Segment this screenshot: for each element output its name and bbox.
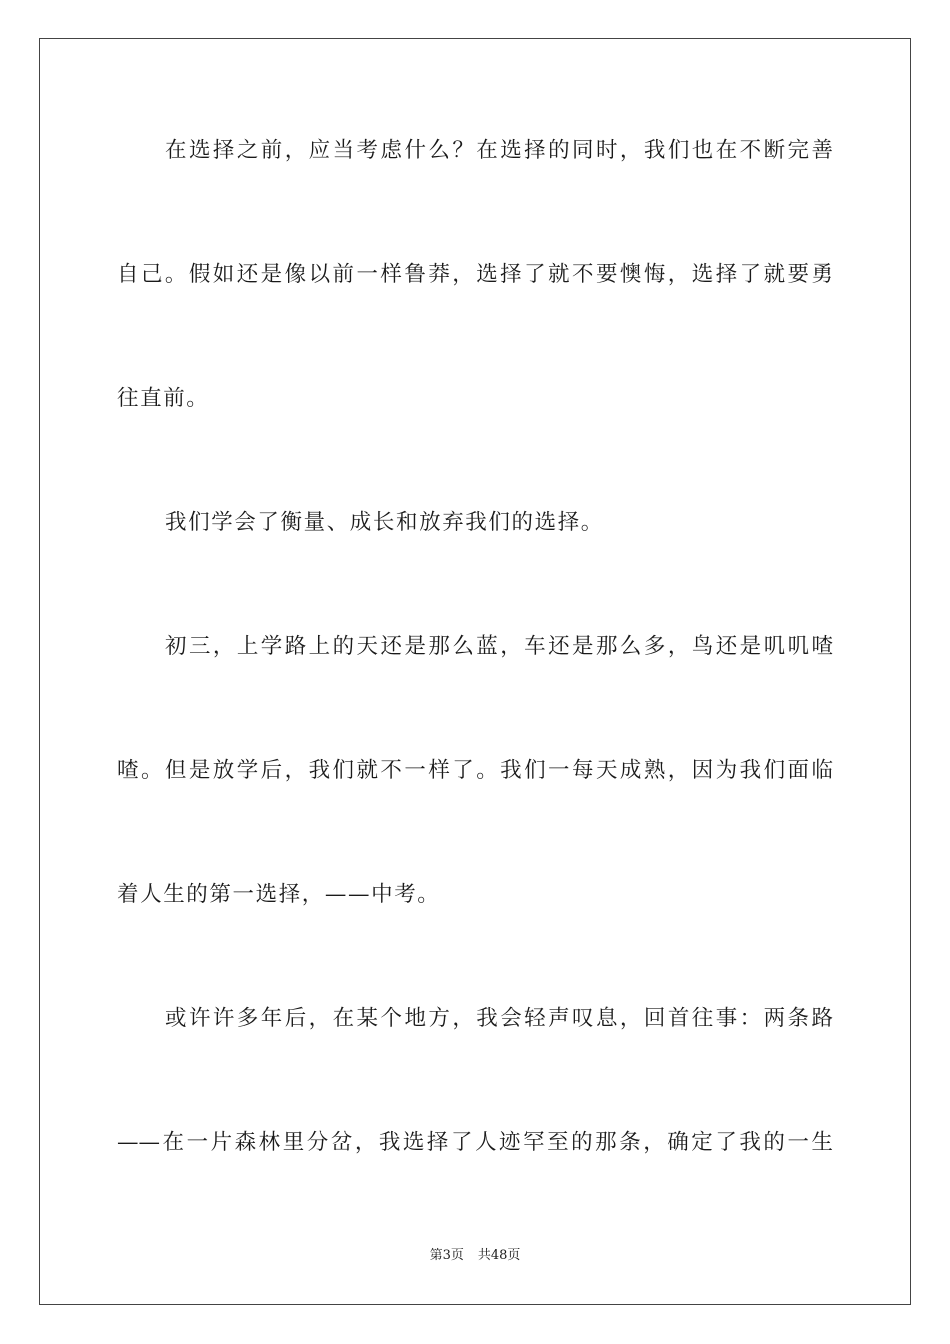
paragraph-1-line-2: 自己。假如还是像以前一样鲁莽，选择了就不要懊悔，选择了就要勇 <box>117 262 833 287</box>
paragraph-3-line-1: 初三，上学路上的天还是那么蓝，车还是那么多，鸟还是叽叽喳 <box>165 634 833 659</box>
paragraph-4-line-2: ——在一片森林里分岔，我选择了人迹罕至的那条，确定了我的一生 <box>117 1130 833 1155</box>
paragraph-1-line-1: 在选择之前，应当考虑什么？在选择的同时，我们也在不断完善 <box>165 138 833 163</box>
paragraph-1-line-3: 往直前。 <box>117 386 210 411</box>
paragraph-4-line-1: 或许许多年后，在某个地方，我会轻声叹息，回首往事：两条路 <box>165 1006 833 1031</box>
page-border <box>39 38 911 1305</box>
paragraph-2-line-1: 我们学会了衡量、成长和放弃我们的选择。 <box>165 510 604 535</box>
page-number: 第3页 <box>429 1248 464 1263</box>
page-total: 共48页 <box>477 1248 521 1263</box>
page-footer <box>0 1247 950 1265</box>
paragraph-3-line-3: 着人生的第一选择，——中考。 <box>117 882 441 907</box>
paragraph-3-line-2: 喳。但是放学后，我们就不一样了。我们一每天成熟，因为我们面临 <box>117 758 833 783</box>
